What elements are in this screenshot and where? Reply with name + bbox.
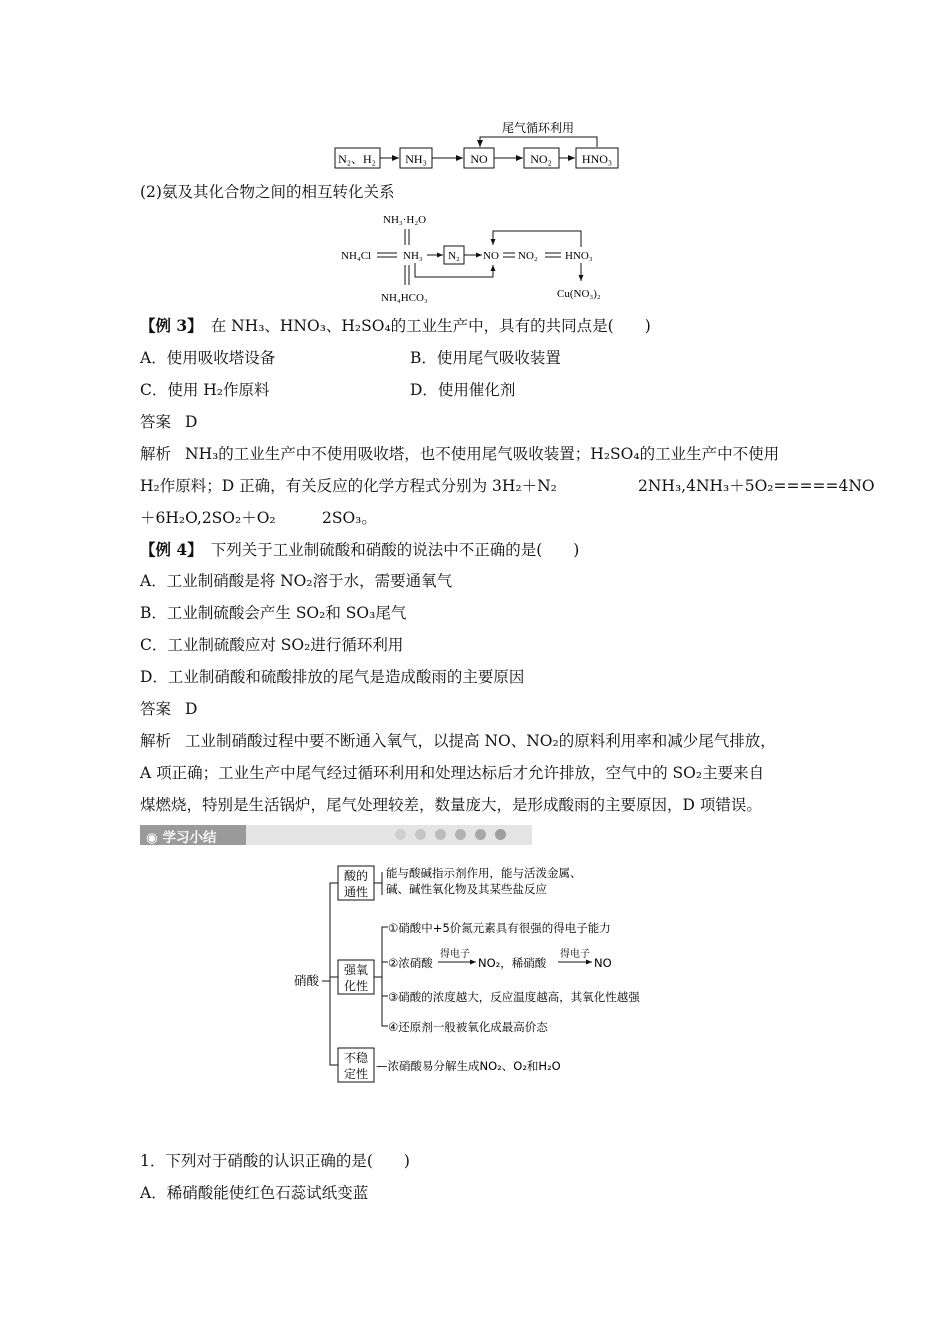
ex3-analysis-line3a: ＋6H₂O,2SO₂＋O₂ — [140, 509, 276, 527]
banner-dot — [435, 829, 446, 840]
ex3-answer — [140, 411, 197, 433]
ex4-option-c: C．工业制硫酸应对 SO₂进行循环利用 — [140, 636, 404, 654]
node2-item2b: NO₂，稀硝酸 — [478, 956, 547, 970]
example-3-stem — [140, 315, 651, 337]
question-1-stem: 1．下列对于硝酸的认识正确的是( ) — [140, 1152, 410, 1170]
section-2-title: (2)氨及其化合物之间的相互转化关系 — [140, 183, 395, 201]
node2-line1: 强氧 — [343, 963, 369, 977]
ex4-option-b: B．工业制硫酸会产生 SO₂和 SO₃尾气 — [140, 604, 407, 622]
node3-line1: 不稳 — [343, 1051, 369, 1065]
node2-line2: 化性 — [343, 979, 369, 993]
node3-line2: 定性 — [343, 1067, 369, 1081]
summary-banner — [140, 825, 532, 845]
flow-box-n2h2: N₂、H₂ — [338, 152, 376, 166]
answer-value: D — [185, 700, 198, 718]
banner-dot — [495, 829, 506, 840]
n2-box: N₂ — [448, 250, 460, 262]
node1-line2: 通性 — [343, 885, 369, 899]
node2-item2-arrow-label: 得电子 — [440, 949, 470, 960]
ex4-answer — [140, 698, 197, 720]
ex4-option-d: D．工业制硝酸和硫酸排放的尾气是造成酸雨的主要原因 — [140, 668, 525, 686]
nitric-acid-summary-tree — [290, 860, 670, 1085]
summary-root: 硝酸 — [294, 973, 320, 988]
node2-item2c: NO — [594, 956, 612, 970]
ex4-analysis-line2: A 项正确；工业生产中尾气经过循环利用和处理达标后才允许排放，空气中的 SO₂主要来自 — [140, 764, 765, 782]
node2-item3: ③硝酸的浓度越大，反应温度越高，其氧化性越强 — [388, 990, 640, 1004]
analysis-label: 解析 — [140, 445, 172, 463]
example-4-question: 下列关于工业制硫酸和硝酸的说法中不正确的是( ) — [210, 541, 580, 559]
analysis-text: 工业制硝酸过程中要不断通入氧气，以提高 NO、NO₂的原料利用率和减少尾气排放， — [185, 732, 776, 750]
node1-text1: 能与酸碱指示剂作用，能与活泼金属、 — [386, 866, 582, 880]
industrial-flow-diagram — [330, 120, 630, 172]
flow-box-no: NO — [470, 152, 488, 166]
no2-label: NO₂ — [518, 250, 538, 262]
ammonia-conversion-diagram — [335, 207, 625, 305]
example-4-stem — [140, 539, 579, 561]
nh3h2o-label: NH₃·H₂O — [383, 214, 427, 226]
nh3-label: NH₃ — [403, 250, 423, 262]
node1-line1: 酸的 — [343, 869, 369, 883]
answer-value: D — [185, 413, 198, 431]
example-3-question: 在 NH₃、HNO₃、H₂SO₄的工业生产中，具有的共同点是( ) — [210, 317, 651, 335]
banner-dot — [395, 829, 406, 840]
hno3-label: HNO₃ — [565, 250, 593, 262]
analysis-label: 解析 — [140, 732, 172, 750]
ex3-analysis-line1 — [140, 443, 779, 465]
ex3-option-b: B．使用尾气吸收装置 — [410, 349, 561, 367]
nh4cl-label: NH₄Cl — [341, 250, 372, 262]
flow-box-nh3: NH₃ — [405, 152, 427, 166]
flow-box-hno3: HNO₃ — [581, 152, 613, 166]
loop-label: 尾气循环利用 — [502, 121, 575, 135]
banner-dot — [475, 829, 486, 840]
example-4-tag: 【例 4】 — [140, 540, 203, 559]
ex3-analysis-line3b: 2SO₃。 — [322, 509, 377, 527]
node2-item2-arrow-label2: 得电子 — [560, 949, 590, 960]
example-3-tag: 【例 3】 — [140, 316, 203, 335]
banner-dot — [415, 829, 426, 840]
ex4-analysis-line1 — [140, 730, 776, 752]
node2-item4: ④还原剂一般被氧化成最高价态 — [388, 1020, 548, 1034]
cuno3-label: Cu(NO₃)₂ — [557, 288, 601, 300]
summary-banner-title: ◉ 学习小结 — [146, 830, 217, 846]
ex3-analysis-line2a: H₂作原料；D 正确，有关反应的化学方程式分别为 3H₂＋N₂ — [140, 477, 557, 495]
analysis-text: NH₃的工业生产中不使用吸收塔，也不使用尾气吸收装置；H₂SO₄的工业生产中不使用 — [185, 445, 780, 463]
nh4hco3-label: NH₄HCO₃ — [381, 292, 428, 304]
ex3-option-d: D．使用催化剂 — [410, 381, 516, 399]
ex3-option-c: C．使用 H₂作原料 — [140, 381, 270, 399]
no-label: NO — [483, 250, 499, 262]
question-1-option-a: A．稀硝酸能使红色石蕊试纸变蓝 — [140, 1184, 369, 1202]
ex3-option-a: A．使用吸收塔设备 — [140, 349, 276, 367]
node3-text: —浓硝酸易分解生成NO₂、O₂和H₂O — [376, 1059, 561, 1073]
flow-box-no2: NO₂ — [530, 152, 552, 166]
node2-item1: ①硝酸中+5价氮元素具有很强的得电子能力 — [388, 921, 611, 935]
banner-dots — [395, 829, 525, 841]
banner-dot — [455, 829, 466, 840]
ex4-analysis-line3: 煤燃烧，特别是生活锅炉，尾气处理较差，数量庞大，是形成酸雨的主要原因，D 项错误。 — [140, 796, 762, 814]
answer-label: 答案 — [140, 700, 172, 718]
ex3-analysis-line2b: 2NH₃,4NH₃＋5O₂=====4NO — [638, 477, 875, 495]
node2-item2a: ②浓硝酸 — [388, 956, 433, 970]
ex4-option-a: A．工业制硝酸是将 NO₂溶于水，需要通氧气 — [140, 572, 453, 590]
answer-label: 答案 — [140, 413, 172, 431]
node1-text2: 碱、碱性氧化物及其某些盐反应 — [386, 882, 547, 896]
